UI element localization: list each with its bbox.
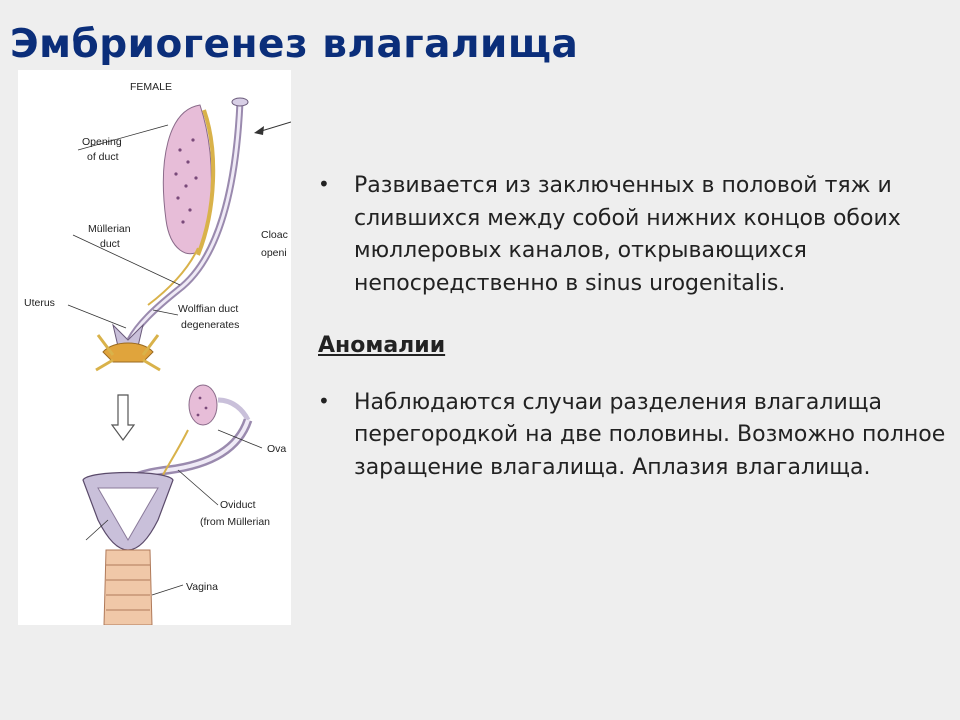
bullet-development-text: Развивается из заключенных в половой тяж и слившихся между собой нижних концов обоих мюллеровых каналов, открывающихся непосредственно в sinus urogenitalis.: [354, 173, 901, 296]
bullet-dot-icon: •: [318, 388, 330, 413]
slide-title: Эмбриогенез влагалища: [10, 22, 579, 67]
bullet-dot-icon: •: [318, 172, 330, 196]
label-cloaca-1: Cloac: [261, 229, 288, 241]
slide-body: [318, 170, 948, 484]
label-mullerian-1: Müllerian: [88, 223, 131, 235]
bullet-development: [318, 170, 948, 300]
label-oviduct-1: Oviduct: [220, 499, 256, 511]
embryology-diagram: [18, 70, 291, 625]
bullet-anomalies: [318, 387, 948, 485]
label-uterus: Uterus: [24, 297, 55, 309]
ovary-shape: [189, 385, 217, 425]
down-arrow-icon: [112, 395, 134, 440]
label-female: FEMALE: [130, 81, 173, 93]
label-opening-2: of duct: [87, 151, 119, 163]
label-wolffian-1: Wolffian duct: [178, 303, 239, 315]
label-vagina: Vagina: [186, 581, 218, 593]
label-cloaca-2: openi: [261, 247, 287, 259]
label-opening-1: Opening: [82, 136, 122, 148]
label-wolffian-2: degenerates: [181, 319, 240, 331]
fimbria: [218, 400, 248, 420]
label-oviduct-2: (from Müllerian: [200, 516, 271, 528]
label-mullerian-2: duct: [100, 238, 120, 250]
vagina-shape: [104, 550, 152, 625]
label-ovary: Ova: [267, 443, 287, 455]
anomalies-heading: Аномалии: [318, 333, 446, 358]
bullet-anomalies-text: Наблюдаются случаи разделения влагалища перегородкой на две половины. Возможно полное заращение влагалища. Аплазия влагалища.: [354, 389, 946, 480]
